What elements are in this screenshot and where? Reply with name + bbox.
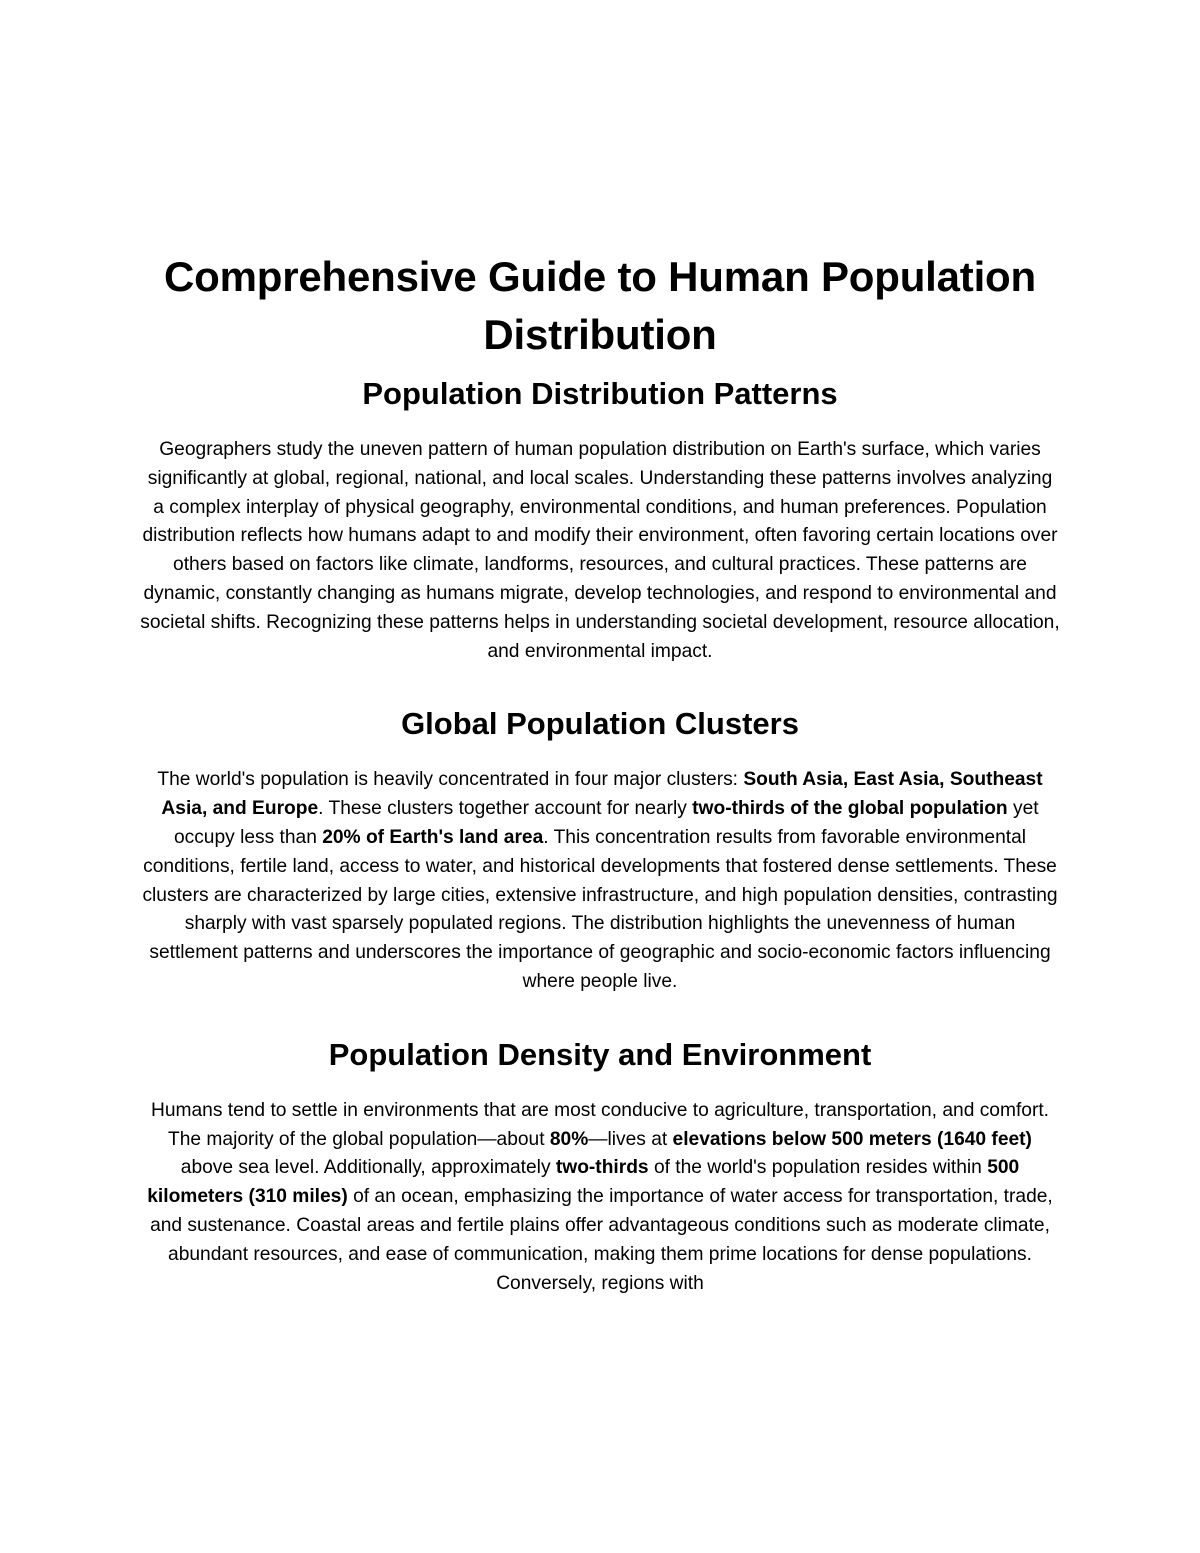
section-paragraph-global-clusters xyxy=(140,766,1060,996)
paragraph-text: of the world's population resides within xyxy=(648,1157,988,1179)
section-heading-density-environment: Population Density and Environment xyxy=(328,1036,872,1072)
bold-text: elevations below 500 meters (1640 feet) xyxy=(672,1128,1032,1150)
paragraph-text: —lives at xyxy=(588,1128,673,1150)
paragraph-text: . These clusters together account for nearly xyxy=(318,798,693,820)
bold-text: 500 kilometers (310 miles) xyxy=(147,1157,1020,1208)
section-paragraph-distribution-patterns xyxy=(140,436,1060,666)
paragraph-text: Humans tend to settle in environments that are most conducive to agriculture, transportation, and comfort. The majority of the global population—about xyxy=(150,1099,1049,1150)
bold-text: two-thirds of the global population xyxy=(692,798,1008,820)
section-paragraph-density-environment xyxy=(140,1097,1060,1299)
paragraph-text: Geographers study the uneven pattern of human population distribution on Earth's surface, which varies significantly at global, regional, national, and local scales. Understanding these patterns involves analyzing a complex interplay of physical geography, environmental conditions, and human preferences. Population distribution reflects how humans adapt to and modify their environment, often favoring certain locations over others based on factors like climate, landforms, resources, and cultural practices. These patterns are dynamic, constantly changing as humans migrate, develop technologies, and respond to environmental and societal shifts. Recognizing these patterns helps in understanding societal development, resource allocation, and environmental impact. xyxy=(140,439,1060,662)
bold-text: 80% xyxy=(549,1128,589,1150)
paragraph-text: . This concentration results from favorable environmental conditions, fertile land, access to water, and historical developments that fostered dense settlements. These clusters are characterized by large cities, extensive infrastructure, and high population densities, contrasting sharply with vast sparsely populated regions. The distribution highlights the unevenness of human settlement patterns and underscores the importance of geographic and socio-economic factors influencing where people live. xyxy=(142,826,1058,992)
paragraph-text: yet occupy less than xyxy=(173,798,1039,848)
bold-text: two-thirds xyxy=(555,1157,649,1179)
paragraph-text: of an ocean, emphasizing the importance of water access for transportation, trade, and sustenance. Coastal areas and fertile plains offer advantageous conditions such as moderate climate, abundant resources, and ease of communication, making them prime locations for dense populations. Conversely, regions with xyxy=(150,1186,1053,1294)
paragraph-text: The world's population is heavily concentrated in four major clusters: xyxy=(157,769,744,791)
document-body xyxy=(140,248,1060,1336)
bold-text: 20% of Earth's land area xyxy=(322,826,544,848)
page-title: Comprehensive Guide to Human Population Distribution xyxy=(164,253,1036,358)
paragraph-text: above sea level. Additionally, approximately xyxy=(180,1157,556,1179)
section-heading-distribution-patterns: Population Distribution Patterns xyxy=(362,376,838,411)
section-heading-global-clusters: Global Population Clusters xyxy=(401,706,799,742)
bold-text: South Asia, East Asia, Southeast Asia, and Europe xyxy=(161,769,1043,820)
